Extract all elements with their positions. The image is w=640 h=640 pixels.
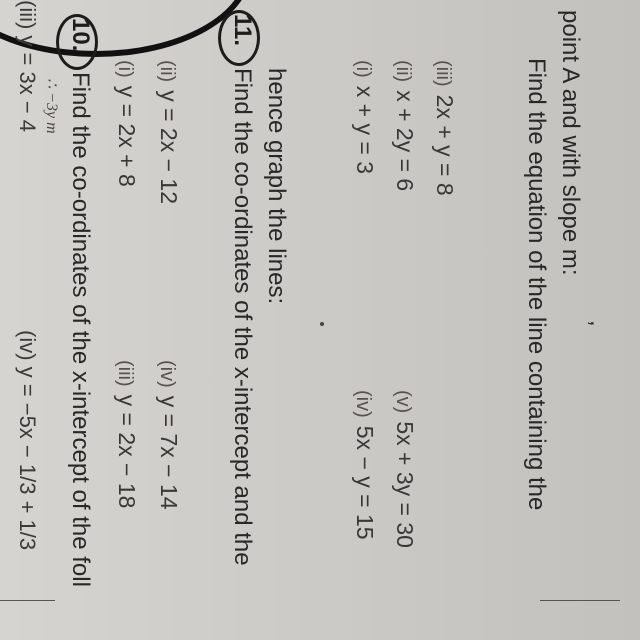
- q12-line1: Find the equation of the line containing the: [523, 58, 550, 511]
- q10-item-i: [113, 60, 140, 187]
- q11-item-v-expr: 5x + 3y = 30: [392, 421, 418, 548]
- q10-item-ii-label: (ii): [156, 60, 178, 83]
- page-margin-line-bottom: [540, 600, 620, 601]
- q11-item-i-expr: x + y = 3: [352, 85, 378, 174]
- q11-item-ii-label: (ii): [392, 60, 414, 83]
- q10-item-iii-expr: y = 2x − 18: [114, 394, 140, 509]
- q10-item-iv-expr: y = 7x − 14: [156, 395, 182, 510]
- q11-number: 11.: [229, 14, 256, 47]
- q10-item-i-expr: y = 2x + 8: [114, 85, 140, 187]
- page-margin-line: [0, 600, 55, 601]
- q12-comma: ,: [585, 320, 612, 327]
- stray-dot: [320, 322, 324, 326]
- q11-item-ii-expr: x + 2y = 6: [392, 90, 418, 192]
- q11-item-iii-label: (iii): [432, 60, 454, 87]
- q11-item-iv-label: (iv): [352, 390, 374, 418]
- q11-heading-line1: Find the co-ordinates of the x-intercept and the: [229, 68, 256, 566]
- q11-item-v-label: (v): [392, 390, 414, 414]
- q10-item-iv-label: (iv): [156, 360, 178, 388]
- q10-heading: Find the co-ordinates of the x-intercept of the foll: [67, 72, 94, 587]
- q11-item-iii: [431, 60, 458, 196]
- q11-item-iv: [351, 390, 378, 540]
- q10-item-ii-expr: y = 2x − 12: [156, 90, 182, 205]
- q11-item-ii: [391, 60, 418, 191]
- q11-heading-line2: hence graph the lines:: [263, 68, 290, 305]
- q10-item-iii-label: (iii): [114, 360, 136, 387]
- q11-item-iv-expr: 5x − y = 15: [352, 425, 378, 540]
- q10-item-ii: [155, 60, 182, 204]
- handwritten-note: ∴ −3y m: [43, 78, 60, 134]
- q10-item-iii: [113, 360, 140, 508]
- previous-item-iii: (iii) y = 3x − 4: [15, 0, 40, 133]
- q10-item-i-label: (i): [114, 60, 136, 78]
- q11-item-i-label: (i): [352, 60, 374, 78]
- q12-line2: point A and with slope m:: [557, 10, 584, 276]
- q11-item-v: [391, 390, 418, 548]
- q11-item-iii-expr: 2x + y = 8: [432, 94, 458, 196]
- previous-item-iv: (iv) y = −5x − 1/3 + 1/3: [15, 330, 40, 551]
- q10-number: 10.: [67, 18, 94, 52]
- q10-item-iv: [155, 360, 182, 510]
- q11-item-i: [351, 60, 378, 174]
